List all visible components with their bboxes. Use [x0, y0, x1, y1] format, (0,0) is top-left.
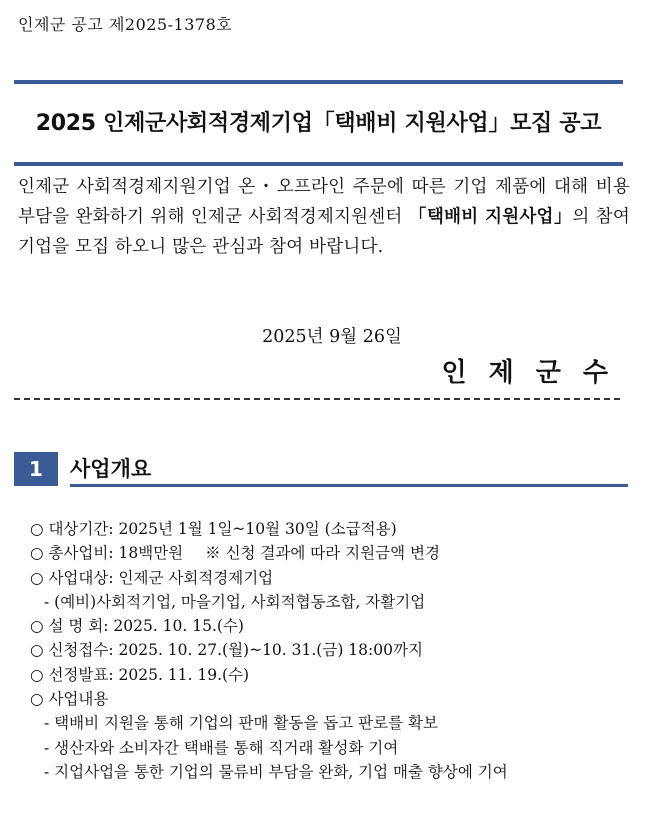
list-item [30, 541, 630, 565]
list-item [30, 638, 630, 662]
list-item-text: ○ 설 명 회: 2025. 10. 15.(수) [30, 617, 244, 636]
list-item [30, 687, 630, 711]
intro-paragraph [18, 172, 630, 262]
list-item [30, 760, 630, 784]
title-top-rule [14, 80, 623, 84]
list-item-note: ※ 신청 결과에 따라 지원금액 변경 [205, 544, 440, 563]
notice-number: 인제군 공고 제2025-1378호 [18, 15, 233, 34]
list-item [30, 663, 630, 687]
list-item-text: ○ 대상기간: 2025년 1월 1일~10월 30일 (소급적용) [30, 520, 397, 538]
intro-text-1: 인제군 사회적경제지원기업 온・오프라인 주문에 따른 기업 제품에 대해 비용 부담을 완화하기 위해 인제군 사회적경제지원센터 [18, 177, 630, 227]
overview-list [30, 517, 630, 784]
list-item-text: - 택배비 지원을 통해 기업의 판매 활동을 돕고 판로를 확보 [44, 714, 438, 733]
list-item [30, 736, 630, 760]
document-title: 2025 인제군사회적경제기업「택배비 지원사업」모집 공고 [35, 111, 602, 136]
dashed-divider [14, 398, 620, 410]
intro-text-2: 의 참여기업을 모집 하오니 많은 관심과 참여 바랍니다. [18, 207, 630, 257]
list-item-text: ○ 총사업비: 18백만원 [30, 544, 184, 563]
signer-name: 인제군수 [441, 358, 630, 388]
list-item [30, 711, 630, 735]
list-item-text: ○ 신청접수: 2025. 10. 27.(월)~10. 31.(금) 18:00까지 [30, 641, 423, 660]
section-underline [70, 484, 628, 487]
notice-date: 2025년 9월 26일 [262, 327, 402, 347]
intro-highlight: 「택배비 지원사업」 [408, 207, 573, 227]
list-item-text: ○ 사업내용 [30, 690, 109, 709]
list-item [30, 590, 630, 614]
list-item [30, 614, 630, 638]
list-item-text: ○ 선정발표: 2025. 11. 19.(수) [30, 665, 250, 684]
list-item-text: ○ 사업대상: 인제군 사회적경제기업 [30, 568, 274, 587]
section-number-badge: 1 [14, 452, 58, 486]
section-title: 사업개요 [70, 457, 152, 481]
list-item-text: - (예비)사회적기업, 마을기업, 사회적협동조합, 자활기업 [44, 592, 426, 611]
list-item [30, 517, 630, 541]
list-item-text: - 생산자와 소비자간 택배를 통해 직거래 활성화 기여 [44, 738, 399, 757]
list-item [30, 566, 630, 590]
list-item-text: - 지업사업을 통한 기업의 물류비 부담을 완화, 기업 매출 향상에 기여 [44, 762, 508, 781]
title-bottom-rule [14, 162, 623, 166]
